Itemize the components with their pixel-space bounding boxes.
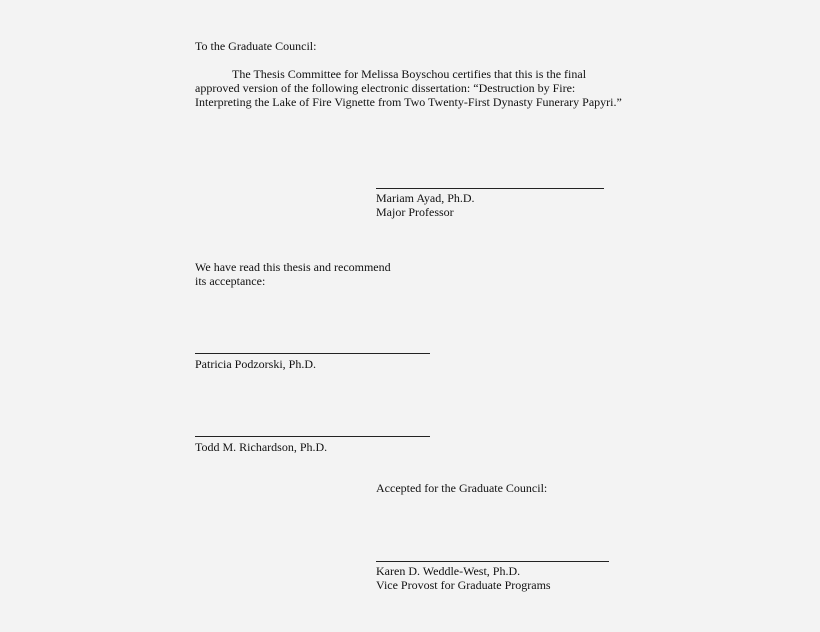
acceptance-signature-line <box>376 561 609 562</box>
acceptance-name: Karen D. Weddle-West, Ph.D. <box>376 564 521 578</box>
committee-member-name-1: Patricia Podzorski, Ph.D. <box>195 357 316 371</box>
committee-member-name-2: Todd M. Richardson, Ph.D. <box>195 440 328 454</box>
salutation: To the Graduate Council: <box>195 39 317 53</box>
certification-line-1: The Thesis Committee for Melissa Boyschou certifies that this is the final <box>232 67 587 81</box>
committee-signature-line-2 <box>195 436 430 437</box>
committee-signature-line-1 <box>195 353 430 354</box>
acceptance-heading: Accepted for the Graduate Council: <box>376 481 548 495</box>
recommendation-line-1: We have read this thesis and recommend <box>195 260 391 274</box>
certification-line-2: approved version of the following electronic dissertation: “Destruction by Fire: <box>195 81 576 95</box>
major-professor-title: Major Professor <box>376 205 454 219</box>
major-professor-name: Mariam Ayad, Ph.D. <box>376 191 475 205</box>
acceptance-title: Vice Provost for Graduate Programs <box>376 578 551 592</box>
recommendation-line-2: its acceptance: <box>195 274 266 288</box>
certification-line-3: Interpreting the Lake of Fire Vignette from Two Twenty-First Dynasty Funerary Papyri.” <box>195 95 622 109</box>
major-professor-signature-line <box>376 188 604 189</box>
